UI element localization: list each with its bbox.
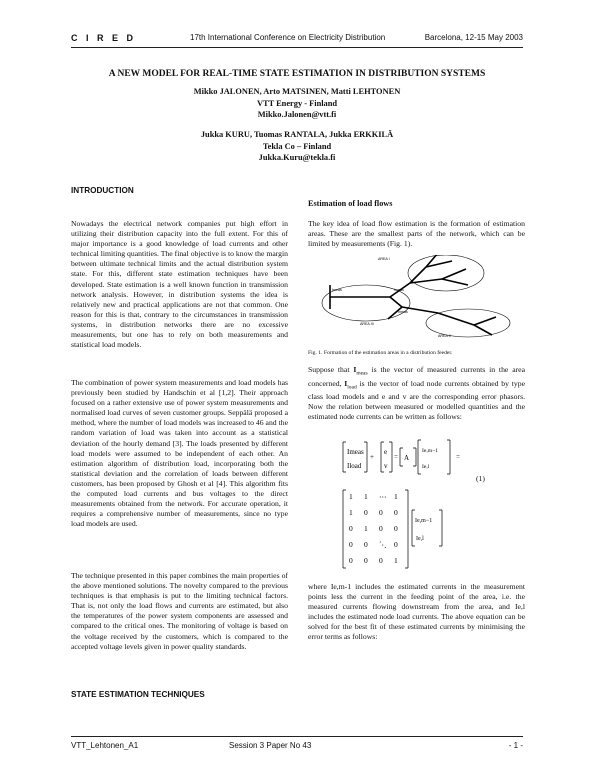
subscript: meas: [356, 370, 368, 377]
author-affil-1: VTT Energy - Finland: [256, 98, 338, 108]
matrix-cell: 1: [349, 508, 353, 517]
equation-number: (1): [476, 474, 485, 483]
matrix-cell: 0: [349, 524, 353, 533]
author-block-1: [71, 86, 523, 121]
intro-paragraph-2: [71, 378, 288, 529]
matrix-cell: 1: [364, 492, 368, 501]
eq-v: v: [384, 462, 388, 470]
paragraph: The key idea of load flow estimation is the formation of estimation areas. These are the smallest parts of the network, which can be limited by measurements (Fig. 1).: [308, 219, 525, 249]
intro-paragraph-1: [71, 219, 288, 350]
eq-A: A: [404, 454, 410, 462]
paragraph: The combination of power system measurements and load models has previously been studied by Handschin et al [1,2]. Their approach focused on a rather extensive use of power system measurements and normalised load curves of seven customer groups. Seppälä proposed a method, where the number of load models was increased to 46 and the random variation of load was taken into account as a statistical deviation of the hourly demand [3]. The loads presented by different load models were assumed to be independent of each other. An estimation algorithm of distribution load, incorporating both the statistical deviation and the correlation of loads between different customers, has been proposed by Ghosh et al [4]. This algorithm fits the computed load currents and bus voltages to the direct measurements obtained from the network. For accurate operation, it requires a comprehensive number of measurements, since no type load models are used.: [71, 378, 288, 529]
author-names-2: Jukka KURU, Tuomas RANTALA, Jukka ERKKILÄ: [200, 130, 394, 139]
eq-ie1: Ie,m−1: [422, 448, 439, 454]
text-run: is the vector of measured currents in the area concerned,: [308, 365, 525, 388]
meas-label-3: Imeas: [398, 310, 408, 314]
matrix-cell: 0: [379, 524, 383, 533]
matrix-cell: ⋯: [379, 492, 387, 501]
matrix-cell: 0: [394, 508, 398, 517]
eq-imeas: Imeas: [347, 448, 364, 456]
text-run: Suppose that: [308, 365, 354, 374]
load-flow-subheading: Estimation of load flows: [308, 199, 393, 208]
author-names-1: Mikko JALONEN, Arto MATSINEN, Matti LEHTONEN: [193, 87, 401, 96]
right-paragraph-2: [308, 365, 525, 423]
matrix-cell: 0: [364, 556, 368, 565]
bold-symbol: I: [344, 378, 348, 388]
matrix-cell: 0: [394, 524, 398, 533]
svg-text:+: +: [370, 453, 374, 461]
state-estimation-heading: STATE ESTIMATION TECHNIQUES: [71, 690, 205, 699]
author-block-2: [71, 129, 523, 164]
intro-paragraph-3: [71, 571, 288, 652]
matrix-cell: 0: [364, 540, 368, 549]
author-email-2: Jukka.Kuru@tekla.fi: [258, 153, 336, 162]
right-paragraph-1: [308, 219, 525, 249]
area-3-label: AREA III: [360, 322, 374, 326]
matrix-cell: 1: [364, 524, 368, 533]
header-conference: 17th International Conference on Electricity Distribution: [190, 33, 386, 42]
footer-rule: [71, 736, 523, 737]
paragraph: Nowadays the electrical network companies put high effort in utilizing their distribution capacity into the full extent. For this of major importance is a good knowledge of load currents and other technical limiting quantities. The final objective is to know the margin between ultimate technical limits and the actual distribution system state. For this, different state estimation techniques have been developed. State estimation is a well known function in transmission network analysis. However, in distribution systems the idea is relatively new and practical applications are not that common. One reason for this is that, contrary to the circumstances in transmission systems, in distribution networks there are no excessive measurements, but one has to rely on both measurements and statistical load models.: [71, 219, 288, 350]
bold-symbol: I: [353, 365, 357, 374]
paragraph: The technique presented in this paper combines the main properties of the above mentioned solutions. The novelty compared to the previous techniques is that emphasis is put to the limiting technical factors. That is, not only the load flows and currents are estimated, but also the temperatures of the power system components are assessed and compared to the critical ones. The monitoring of voltage is based on the voltage received by the customers, which is compared to the accepted voltage levels given in power quality standards.: [71, 571, 288, 651]
meas-label-2: Imeas: [394, 288, 404, 292]
matrix-cell: ⋱: [379, 540, 387, 549]
paragraph: where Ie,m-1 includes the estimated currents in the measurement points less the current in the feeding point of the area, i.e. the measured currents flowing downstream from the area, and Ie,l includes the estimated node load currents. The above equation can be solved for the best fit of these estimated currents by minimising the error terms as follows:: [308, 582, 525, 642]
eq-e: e: [384, 448, 388, 456]
right-paragraph-3: [308, 582, 525, 643]
svg-text:=: =: [394, 453, 398, 461]
figure-estimation-areas: [318, 255, 518, 345]
matrix-ie2: Ie,l: [416, 536, 424, 542]
eq-iload: Iload: [347, 462, 362, 470]
meas-label-1: Imeas: [332, 288, 342, 292]
running-header: [71, 33, 523, 45]
equation-1: [340, 436, 480, 482]
eq-ie2: Ie,l: [422, 464, 430, 470]
author-affil-2: Tekla Co – Finland: [262, 141, 332, 151]
matrix-cell: 0: [349, 540, 353, 549]
introduction-heading: INTRODUCTION: [71, 186, 134, 195]
matrix-cell: 1: [349, 492, 353, 501]
matrix-ie1: Ie,m−1: [415, 518, 433, 524]
paragraph: [308, 365, 525, 423]
paper-title: A NEW MODEL FOR REAL-TIME STATE ESTIMATION IN DISTRIBUTION SYSTEMS: [108, 69, 486, 79]
area-2-label: AREA II: [438, 334, 451, 338]
area-1-label: AREA I: [378, 257, 390, 261]
matrix-cell: 1: [394, 556, 398, 565]
author-email-1: Mikko.Jalonen@vtt.fi: [257, 110, 337, 119]
matrix-cell: 0: [349, 556, 353, 565]
equation-matrix: [340, 488, 460, 570]
header-rule: [71, 47, 523, 48]
footer-session: Session 3 Paper No 43: [229, 741, 312, 750]
subscript: load: [347, 384, 357, 391]
matrix-cell: 0: [394, 540, 398, 549]
footer-file: VTT_Lehtonen_A1: [71, 741, 139, 750]
matrix-cell: 0: [379, 508, 383, 517]
matrix-cell: 1: [394, 492, 398, 501]
header-brand: C I R E D: [71, 33, 137, 43]
footer-page: - 1 -: [508, 741, 523, 750]
figure-caption: Fig. 1. Formation of the estimation areas in a distribution feeder.: [308, 350, 453, 356]
header-date: Barcelona, 12-15 May 2003: [424, 33, 523, 42]
matrix-cell: 0: [379, 556, 383, 565]
text-run: is the vector of load node currents obtained by type class load models and e and v are the corresponding error phasors. Now the relation between measured or modelled quantities and the estimated node currents can be written as follows:: [308, 378, 525, 422]
matrix-cell: 0: [364, 508, 368, 517]
svg-text:=: =: [456, 453, 460, 461]
